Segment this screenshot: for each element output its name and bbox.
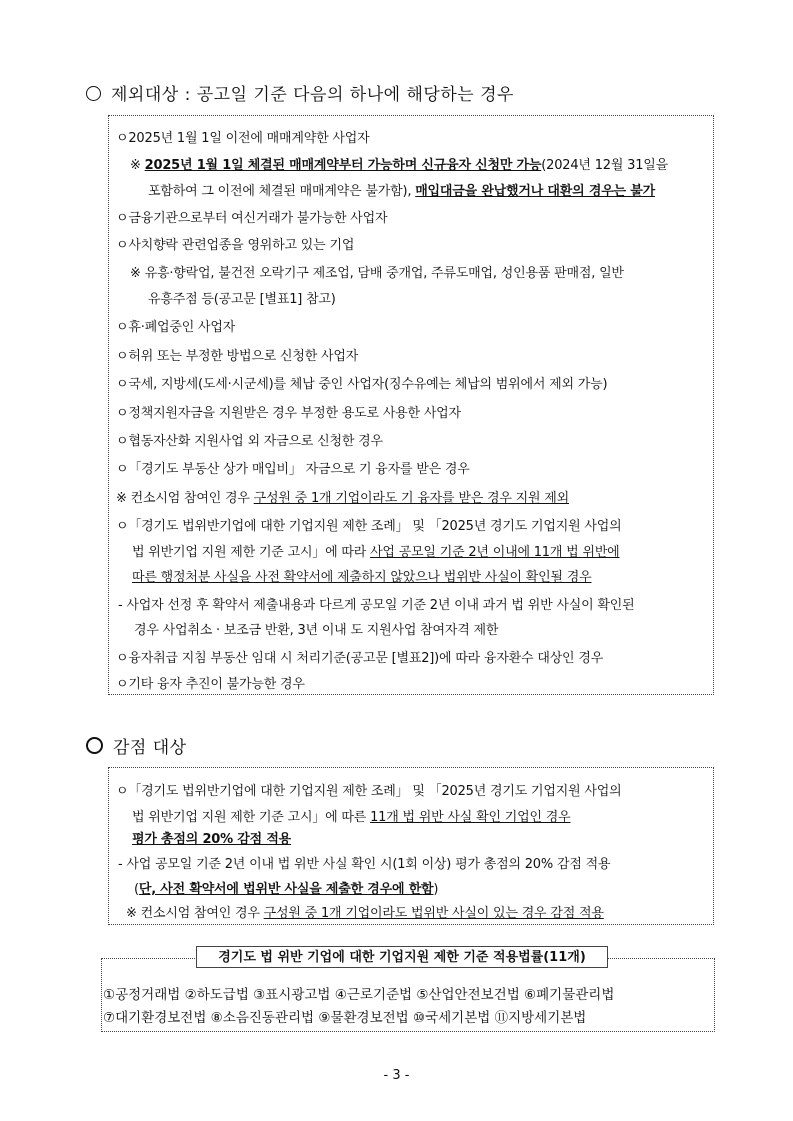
deduction-subitem: - 사업 공모일 기준 2년 이내 법 위반 사실 확인 시(1회 이상) 평가 총점의 20% 감점 적용 bbox=[118, 857, 611, 872]
item-text: 법 위반기업 지원 제한 기준 고시」에 따른 bbox=[132, 810, 371, 825]
exclusion-item: ㅇ기타 융자 추진이 불가능한 경우 bbox=[116, 677, 305, 692]
note-text: ※ 컨소시엄 참여인 경우 bbox=[116, 491, 254, 506]
underlined-text: 사업 공모일 기준 2년 이내에 11개 법 위반에 bbox=[370, 545, 620, 560]
deduction-item: ㅇ「경기도 법위반기업에 대한 기업지원 제한 조례」 및 「2025년 경기도 기업지원 사업의 bbox=[116, 784, 622, 799]
paren: ) bbox=[433, 882, 439, 897]
note-text: ※ 컨소시엄 참여인 경우 bbox=[126, 906, 264, 921]
exclusion-note bbox=[116, 487, 569, 506]
page-number: - 3 - bbox=[383, 1068, 410, 1083]
exclusion-item: ㅇ협동자산화 지원사업 외 자금으로 신청한 경우 bbox=[116, 434, 383, 449]
exclusion-note-cont: 유흥주점 등(공고문 [별표1] 참고) bbox=[148, 292, 336, 307]
exclusion-item-cont: 따른 행정처분 사실을 사전 확약서에 제출하지 않았으나 법위반 사실이 확인될 경우 bbox=[132, 570, 592, 585]
deduction-emphasis: 평가 총점의 20% 감점 적용 bbox=[132, 832, 292, 847]
note-text: 포함하여 그 이전에 체결된 매매계약은 불가함), bbox=[148, 184, 416, 199]
exclusion-note bbox=[130, 154, 668, 173]
exclusion-note-cont bbox=[148, 180, 655, 199]
emphasis-text: 매입대금을 완납했거나 대환의 경우는 불가 bbox=[415, 184, 655, 199]
deduction-note bbox=[126, 902, 604, 921]
exclusion-item: ㅇ휴·폐업중인 사업자 bbox=[116, 320, 236, 335]
exclusion-item: ㅇ2025년 1월 1일 이전에 매매계약한 사업자 bbox=[116, 131, 370, 146]
note-text: (2024년 12월 31일을 bbox=[541, 158, 669, 173]
emphasis-text: 2025년 1월 1일 체결된 매매계약부터 가능하며 신규융자 신청만 가능 bbox=[144, 158, 542, 173]
laws-title: 경기도 법 위반 기업에 대한 기업지원 제한 기준 적용법률(11개) bbox=[196, 946, 608, 968]
deduction-item-cont bbox=[132, 806, 570, 825]
exclusion-item: ㅇ「경기도 부동산 상가 매입비」 자금으로 기 융자를 받은 경우 bbox=[116, 462, 470, 477]
exclusion-subitem: - 사업자 선정 후 확약서 제출내용과 다르게 공모일 기준 2년 이내 과거 법 위반 사실이 확인된 bbox=[118, 598, 635, 613]
section2-heading-text: 감점 대상 bbox=[113, 738, 187, 758]
underlined-text: 구성원 중 1개 기업이라도 기 융자를 받은 경우 지원 제외 bbox=[253, 491, 569, 506]
section2-heading bbox=[86, 733, 187, 758]
circle-bullet-icon bbox=[86, 86, 101, 101]
laws-row: ①공정거래법 ②하도급법 ③표시광고법 ④근로기준법 ⑤산업안전보건법 ⑥폐기물관리법 bbox=[103, 987, 615, 1003]
deduction-subitem-cont bbox=[134, 878, 438, 897]
exclusion-item: ㅇ정책지원자금을 지원받은 경우 부정한 용도로 사용한 사업자 bbox=[116, 406, 461, 421]
section1-heading-text: 제외대상 : 공고일 기준 다음의 하나에 해당하는 경우 bbox=[111, 85, 514, 105]
underlined-text: 구성원 중 1개 기업이라도 법위반 사실이 있는 경우 감점 적용 bbox=[263, 906, 604, 921]
exclusion-item: ㅇ사치향락 관련업종을 영위하고 있는 기업 bbox=[116, 238, 355, 253]
exclusion-item: ㅇ융자취급 지침 부동산 임대 시 처리기준(공고문 [별표2])에 따라 융자환수 대상인 경우 bbox=[116, 651, 604, 666]
exclusion-item: ㅇ「경기도 법위반기업에 대한 기업지원 제한 조례」 및 「2025년 경기도 기업지원 사업의 bbox=[116, 519, 622, 534]
laws-row: ⑦대기환경보전법 ⑧소음진동관리법 ⑨물환경보전법 ⑩국세기본법 ⑪지방세기본법 bbox=[103, 1010, 587, 1026]
section1-heading bbox=[86, 80, 514, 105]
exclusion-subitem-cont: 경우 사업취소 · 보조금 반환, 3년 이내 도 지원사업 참여자격 제한 bbox=[134, 623, 499, 638]
paren: ( bbox=[134, 882, 139, 897]
exclusion-note: ※ 유흥·향락업, 불건전 오락기구 제조업, 담배 중개업, 주류도매업, 성인용품 판매점, 일반 bbox=[130, 266, 624, 281]
item-text: 법 위반기업 지원 제한 기준 고시」에 따라 bbox=[132, 545, 371, 560]
exclusion-item: ㅇ국세, 지방세(도세·시군세)를 체납 중인 사업자(징수유예는 체납의 범위에서 제외 가능) bbox=[116, 377, 608, 392]
note-mark: ※ bbox=[130, 158, 145, 173]
circle-bullet-icon bbox=[86, 737, 103, 754]
exclusion-item-cont bbox=[132, 541, 620, 560]
emphasis-text: 단, 사전 확약서에 법위반 사실을 제출한 경우에 한함 bbox=[138, 882, 434, 897]
exclusion-item: ㅇ금융기관으로부터 여신거래가 불가능한 사업자 bbox=[116, 211, 388, 226]
underlined-text: 11개 법 위반 사실 확인 기업인 경우 bbox=[370, 810, 571, 825]
exclusion-item: ㅇ허위 또는 부정한 방법으로 신청한 사업자 bbox=[116, 349, 359, 364]
